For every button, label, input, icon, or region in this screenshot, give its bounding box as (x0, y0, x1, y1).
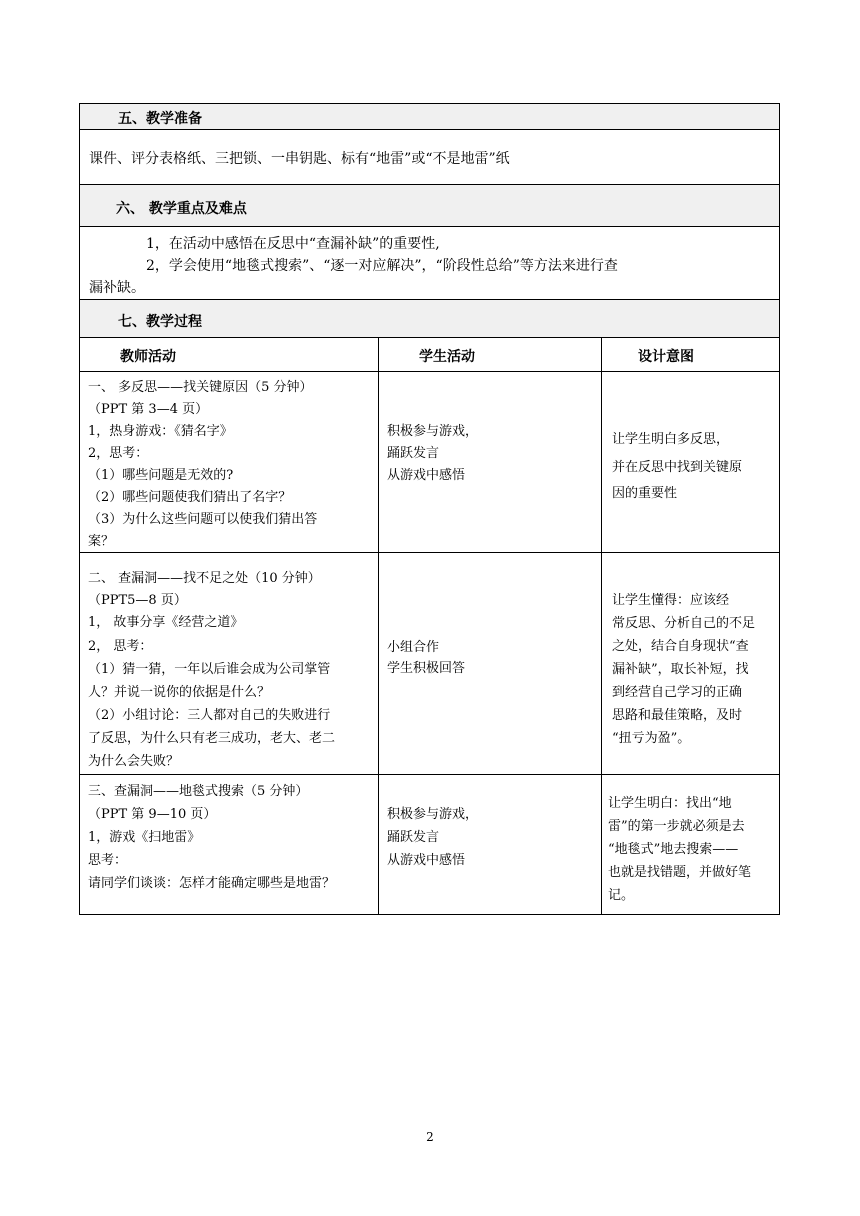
row2-teacher-line-8: 了反思，为什么只有老三成功，老大、老二 (88, 731, 336, 746)
row3-intent-line-4: 也就是找错题，并做好笔 (608, 865, 752, 880)
row2-intent-line-7: “扭亏为盈”。 (612, 731, 691, 746)
row2-intent-line-2: 常反思、分析自己的不足 (612, 616, 756, 631)
table-row-3-teacher (79, 774, 379, 915)
section5-header (79, 103, 780, 130)
column-header-student-label: 学生活动 (419, 349, 475, 365)
section6-line-3: 漏补缺。 (89, 280, 145, 296)
section5-content-box (79, 129, 780, 185)
row2-teacher-line-1: 二、 查漏洞——找不足之处（10 分钟） (88, 571, 321, 586)
row1-student-line-3: 从游戏中感悟 (387, 468, 466, 483)
row2-teacher-line-7: （2）小组讨论：三人都对自己的失败进行 (88, 708, 331, 723)
column-header-teacher (79, 337, 379, 372)
row3-intent-line-2: 雷”的第一步就必须是去 (608, 819, 745, 834)
section6-line-2: 2，学会使用“地毯式搜索”、“逐一对应解决”，“阶段性总给”等方法来进行查 (146, 258, 618, 274)
row3-teacher-line-2: （PPT 第 9—10 页） (88, 807, 217, 822)
row1-teacher-line-1: 一、 多反思——找关键原因（5 分钟） (88, 380, 313, 395)
table-row-2-student (378, 552, 602, 775)
table-row-1-teacher (79, 371, 379, 553)
table-row-1-intent (601, 371, 780, 553)
row2-student-line-2: 学生积极回答 (387, 661, 466, 676)
section5-content: 课件、评分表格纸、三把锁、一串钥匙、标有“地雷”或“不是地雷”纸 (89, 151, 510, 167)
row3-student-line-3: 从游戏中感悟 (387, 853, 466, 868)
section6-content-box (79, 226, 780, 300)
row2-teacher-line-4: 2， 思考： (88, 639, 153, 654)
row3-teacher-line-3: 1，游戏《扫地雷》 (88, 830, 201, 845)
row2-intent-line-5: 到经营自己学习的正确 (612, 685, 743, 700)
row3-student-line-1: 积极参与游戏， (387, 807, 479, 822)
row1-teacher-line-5: （1）哪些问题是无效的? (88, 468, 234, 483)
row2-teacher-line-6: 人？并说一说你的依据是什么？ (88, 685, 271, 700)
row1-teacher-line-2: （PPT 第 3—4 页） (88, 402, 209, 417)
column-header-teacher-label: 教师活动 (120, 349, 176, 365)
row3-intent-line-1: 让学生明白：找出“地 (608, 796, 732, 811)
column-header-intent (601, 337, 780, 372)
row3-teacher-line-5: 请同学们谈谈：怎样才能确定哪些是地雷？ (88, 876, 336, 891)
table-row-1-student (378, 371, 602, 553)
row3-teacher-line-4: 思考： (88, 853, 128, 868)
table-row-3-student (378, 774, 602, 915)
row3-teacher-line-1: 三、查漏洞——地毯式搜索（5 分钟） (88, 784, 309, 799)
row2-teacher-line-5: （1）猜一猜，一年以后谁会成为公司掌管 (88, 662, 331, 677)
row2-intent-line-6: 思路和最佳策略，及时 (612, 708, 743, 723)
row2-teacher-line-3: 1， 故事分享《经营之道》 (88, 615, 244, 630)
section6-header (79, 184, 780, 227)
table-row-3-intent (601, 774, 780, 915)
row2-intent-line-1: 让学生懂得：应该经 (612, 593, 730, 608)
row1-intent-line-1: 让学生明白多反思， (612, 432, 730, 447)
row2-student-line-1: 小组合作 (387, 640, 440, 655)
row2-teacher-line-9: 为什么会失败？ (88, 754, 180, 769)
section6-line-1: 1，在活动中感悟在反思中“查漏补缺”的重要性, (146, 236, 440, 252)
row2-intent-line-4: 漏补缺”，取长补短，找 (612, 662, 749, 677)
row1-teacher-line-8: 案？ (88, 534, 115, 549)
row3-intent-line-3: “地毯式”地去搜索—— (608, 842, 739, 857)
row1-teacher-line-4: 2，思考： (88, 446, 149, 461)
row2-intent-line-3: 之处，结合自身现状“查 (612, 639, 749, 654)
column-header-intent-label: 设计意图 (638, 349, 694, 365)
row1-intent-line-2: 并在反思中找到关键原 (612, 460, 743, 475)
page-number: 2 (426, 1130, 434, 1144)
row1-student-line-1: 积极参与游戏， (387, 424, 479, 439)
row1-intent-line-3: 因的重要性 (612, 486, 678, 501)
section5-title: 五、教学准备 (118, 111, 202, 127)
row1-teacher-line-6: （2）哪些问题使我们猜出了名字？ (88, 490, 292, 505)
section7-header (79, 299, 780, 338)
table-row-2-teacher (79, 552, 379, 775)
row1-teacher-line-3: 1，热身游戏：《猜名字》 (88, 424, 233, 439)
row1-student-line-2: 踊跃发言 (387, 446, 440, 461)
table-row-2-intent (601, 552, 780, 775)
row2-teacher-line-2: （PPT5—8 页） (88, 593, 187, 608)
section6-title: 六、 教学重点及难点 (116, 201, 247, 217)
row3-student-line-2: 踊跃发言 (387, 830, 440, 845)
row1-teacher-line-7: （3）为什么这些问题可以使我们猜出答 (88, 512, 318, 527)
row3-intent-line-5: 记。 (608, 888, 635, 903)
column-header-student (378, 337, 602, 372)
section7-title: 七、教学过程 (118, 314, 202, 330)
